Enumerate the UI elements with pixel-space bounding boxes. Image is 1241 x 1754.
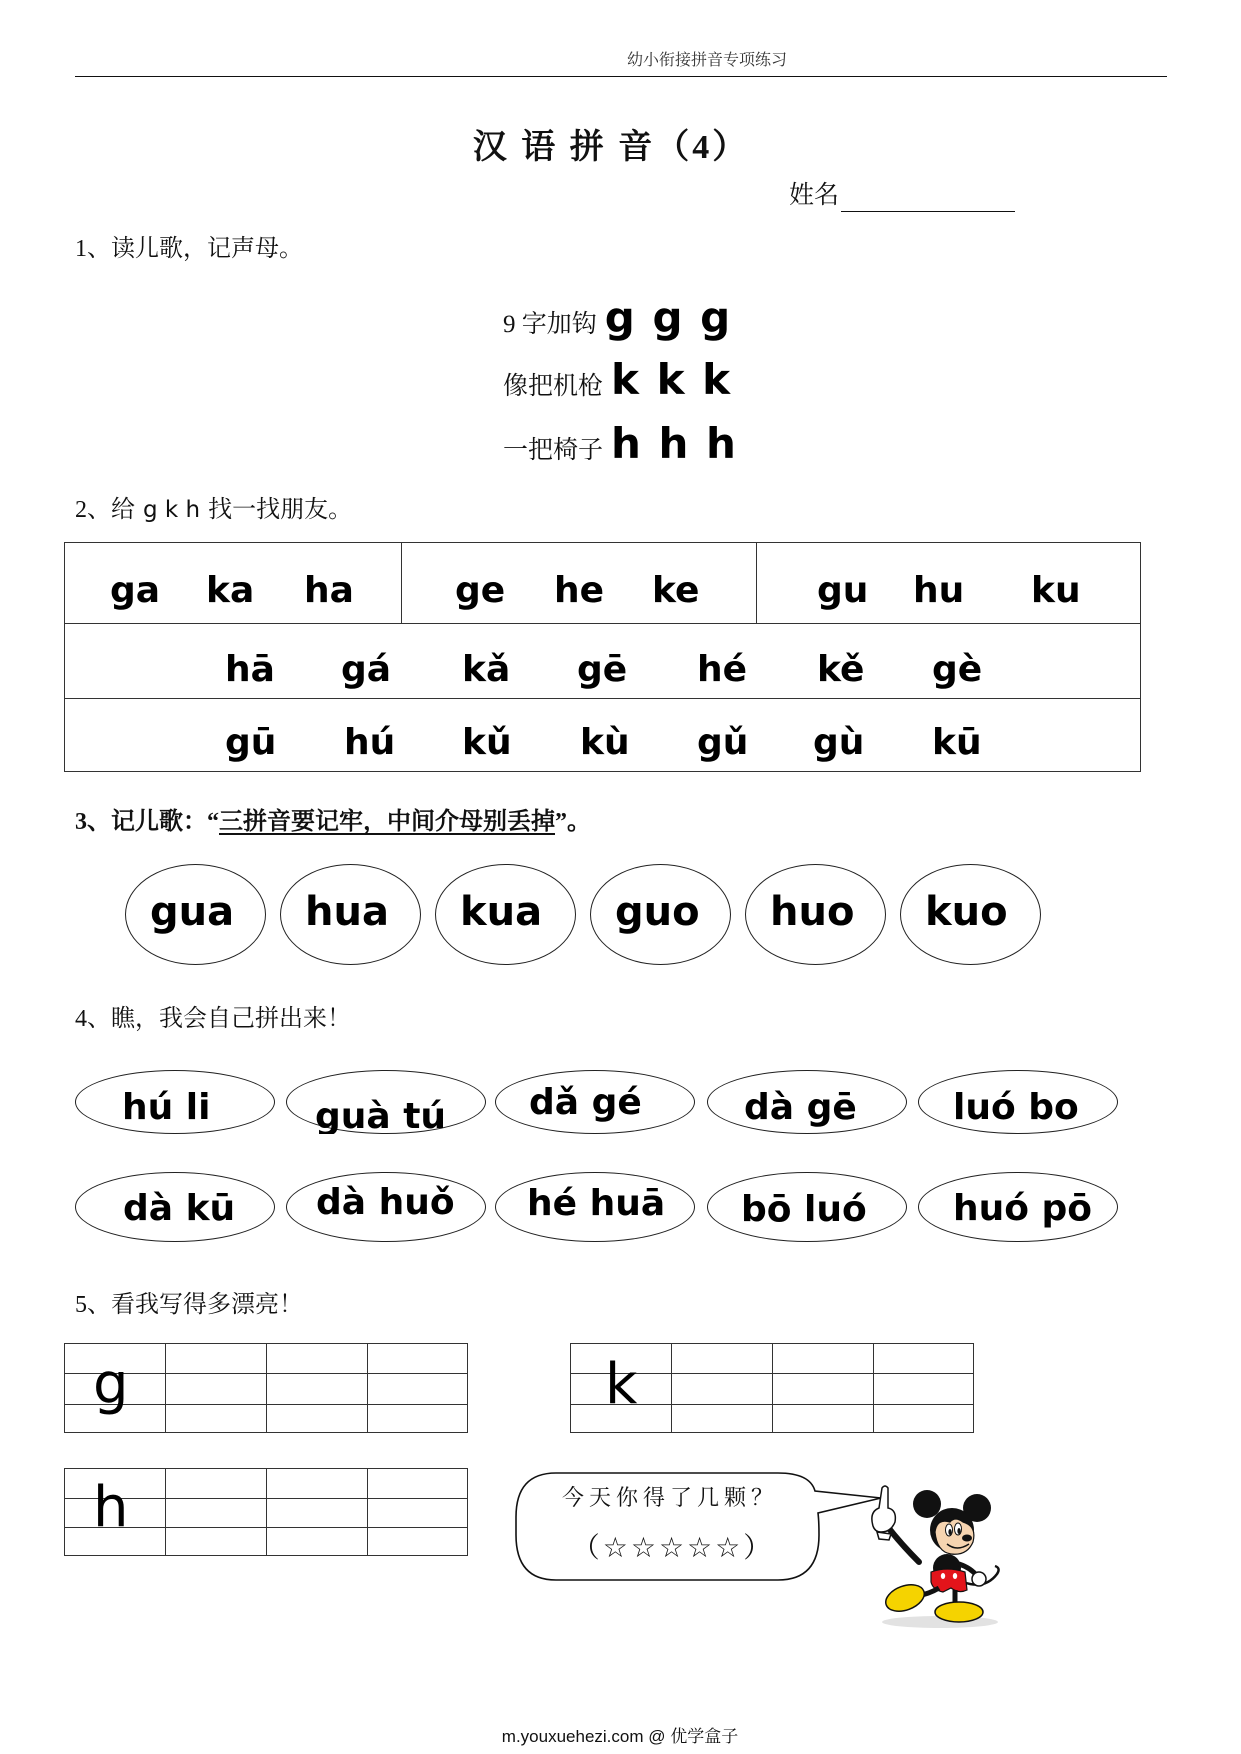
table-column-divider <box>756 543 757 623</box>
grid-column-line <box>671 1344 672 1432</box>
table-syllable: gē <box>577 649 628 690</box>
table-syllable: ga <box>110 570 161 611</box>
word-oval <box>495 1172 695 1242</box>
grid-column-line <box>367 1344 368 1432</box>
grid-letter-h: h <box>93 1475 129 1540</box>
word-oval <box>286 1172 486 1242</box>
table-row-divider <box>65 623 1140 624</box>
section-5-heading: 5、看我写得多漂亮！ <box>75 1292 303 1318</box>
word-oval-text: hé huā <box>527 1183 666 1224</box>
section-3-heading-prefix: 3、记儿歌：“ <box>75 809 219 835</box>
mickey-mouse-illustration <box>855 1482 1005 1630</box>
table-syllable: ha <box>304 570 354 611</box>
table-syllable: kǔ <box>462 722 512 763</box>
section-2-heading-letters: g k h <box>143 497 201 523</box>
syllable-circle-text: kuo <box>925 889 1008 935</box>
writing-grid-g <box>64 1343 468 1433</box>
name-field <box>789 180 1015 212</box>
section-2-heading <box>75 495 352 525</box>
grid-letter-g: g <box>93 1352 129 1417</box>
section-4-heading: 4、瞧，我会自己拼出来！ <box>75 1006 351 1032</box>
grid-column-line <box>266 1344 267 1432</box>
table-column-divider <box>401 543 402 623</box>
friends-table <box>64 542 1141 772</box>
word-oval-text: huó pō <box>953 1188 1093 1229</box>
rhyme-text: 一把椅子 <box>503 437 604 464</box>
rhyme-line-k <box>503 355 730 405</box>
table-syllable: gu <box>817 570 869 611</box>
table-syllable: gǔ <box>697 722 749 763</box>
syllable-circle <box>435 864 576 965</box>
grid-column-line <box>165 1469 166 1555</box>
mickey-mouse-drawing <box>855 1482 1005 1630</box>
grid-column-line <box>165 1344 166 1432</box>
word-oval <box>918 1172 1118 1242</box>
page-header-title: 幼小衔接拼音专项练习 <box>626 52 787 69</box>
syllable-circle <box>280 864 421 965</box>
word-oval-text: dà huǒ <box>316 1182 455 1223</box>
bubble-question: 今天你得了几颗？ <box>561 1485 778 1510</box>
rhyme-letters: k k k <box>611 355 731 404</box>
table-syllable: hā <box>225 649 275 690</box>
table-syllable: hú <box>344 722 396 763</box>
grid-column-line <box>873 1344 874 1432</box>
word-oval-text: dà kū <box>123 1188 236 1229</box>
table-syllable: gè <box>932 649 983 690</box>
rhyme-line-h <box>503 419 736 469</box>
syllable-circle-text: kua <box>460 889 543 935</box>
table-syllable: ke <box>652 570 700 611</box>
syllable-circle-text: guo <box>615 889 700 935</box>
word-oval <box>707 1070 907 1134</box>
word-oval-text: luó bo <box>953 1087 1079 1128</box>
rhyme-text: 像把机枪 <box>503 373 604 400</box>
table-syllable: kě <box>817 649 865 690</box>
grid-column-line <box>367 1469 368 1555</box>
word-oval-text: dǎ gé <box>529 1082 642 1123</box>
word-oval <box>918 1070 1118 1134</box>
syllable-circle <box>125 864 266 965</box>
name-blank-line <box>841 185 1015 212</box>
word-oval <box>75 1172 275 1242</box>
section-3-rhyme-underlined: 三拼音要记牢，中间介母别丢掉 <box>219 809 555 835</box>
speech-bubble <box>510 1465 890 1590</box>
table-syllable: ge <box>455 570 506 611</box>
table-row-divider <box>65 698 1140 699</box>
word-oval-text: hú li <box>122 1087 211 1128</box>
section-3-heading <box>75 807 591 837</box>
page-footer: m.youxuehezi.com @ 优学盒子 <box>501 1727 739 1746</box>
table-syllable: hé <box>697 649 748 690</box>
word-oval <box>707 1172 907 1242</box>
syllable-circle-text: gua <box>150 889 235 935</box>
syllable-circle-text: hua <box>305 889 389 935</box>
rhyme-line-g <box>503 293 730 343</box>
word-oval <box>286 1070 486 1134</box>
rhyme-text: 9 字加钩 <box>503 311 597 338</box>
word-oval <box>495 1070 695 1134</box>
section-2-heading-prefix: 2、给 <box>75 497 135 523</box>
header-rule <box>75 76 1167 77</box>
word-oval-text: bō luó <box>741 1189 867 1230</box>
rhyme-letters: g g g <box>604 293 731 342</box>
syllable-circle-text: huo <box>770 889 855 935</box>
grid-column-line <box>266 1469 267 1555</box>
syllable-circle <box>745 864 886 965</box>
table-syllable: ka <box>206 570 255 611</box>
section-1-heading: 1、读儿歌，记声母。 <box>75 236 303 262</box>
section-2-heading-suffix: 找一找朋友。 <box>208 497 353 523</box>
word-oval-text: dà gē <box>744 1087 857 1128</box>
writing-grid-h <box>64 1468 468 1556</box>
table-syllable: gù <box>813 722 865 763</box>
word-oval <box>75 1070 275 1134</box>
name-label: 姓名 <box>789 182 840 209</box>
writing-grid-k <box>570 1343 974 1433</box>
table-syllable: kù <box>580 722 630 763</box>
grid-column-line <box>772 1344 773 1432</box>
table-syllable: gá <box>341 649 392 690</box>
table-syllable: ku <box>1031 570 1081 611</box>
section-3-heading-suffix: ”。 <box>555 809 591 835</box>
table-syllable: kū <box>932 722 982 763</box>
syllable-circle <box>900 864 1041 965</box>
table-syllable: kǎ <box>462 649 511 690</box>
bubble-stars: （☆☆☆☆☆） <box>571 1531 775 1564</box>
grid-letter-k: k <box>605 1352 638 1417</box>
worksheet-title: 汉 语 拼 音（4） <box>472 129 750 166</box>
table-syllable: he <box>554 570 605 611</box>
rhyme-letters: h h h <box>611 419 736 468</box>
syllable-circle <box>590 864 731 965</box>
table-syllable: hu <box>913 570 965 611</box>
table-syllable: gū <box>225 722 277 763</box>
word-oval-text: guà tú <box>315 1096 447 1134</box>
